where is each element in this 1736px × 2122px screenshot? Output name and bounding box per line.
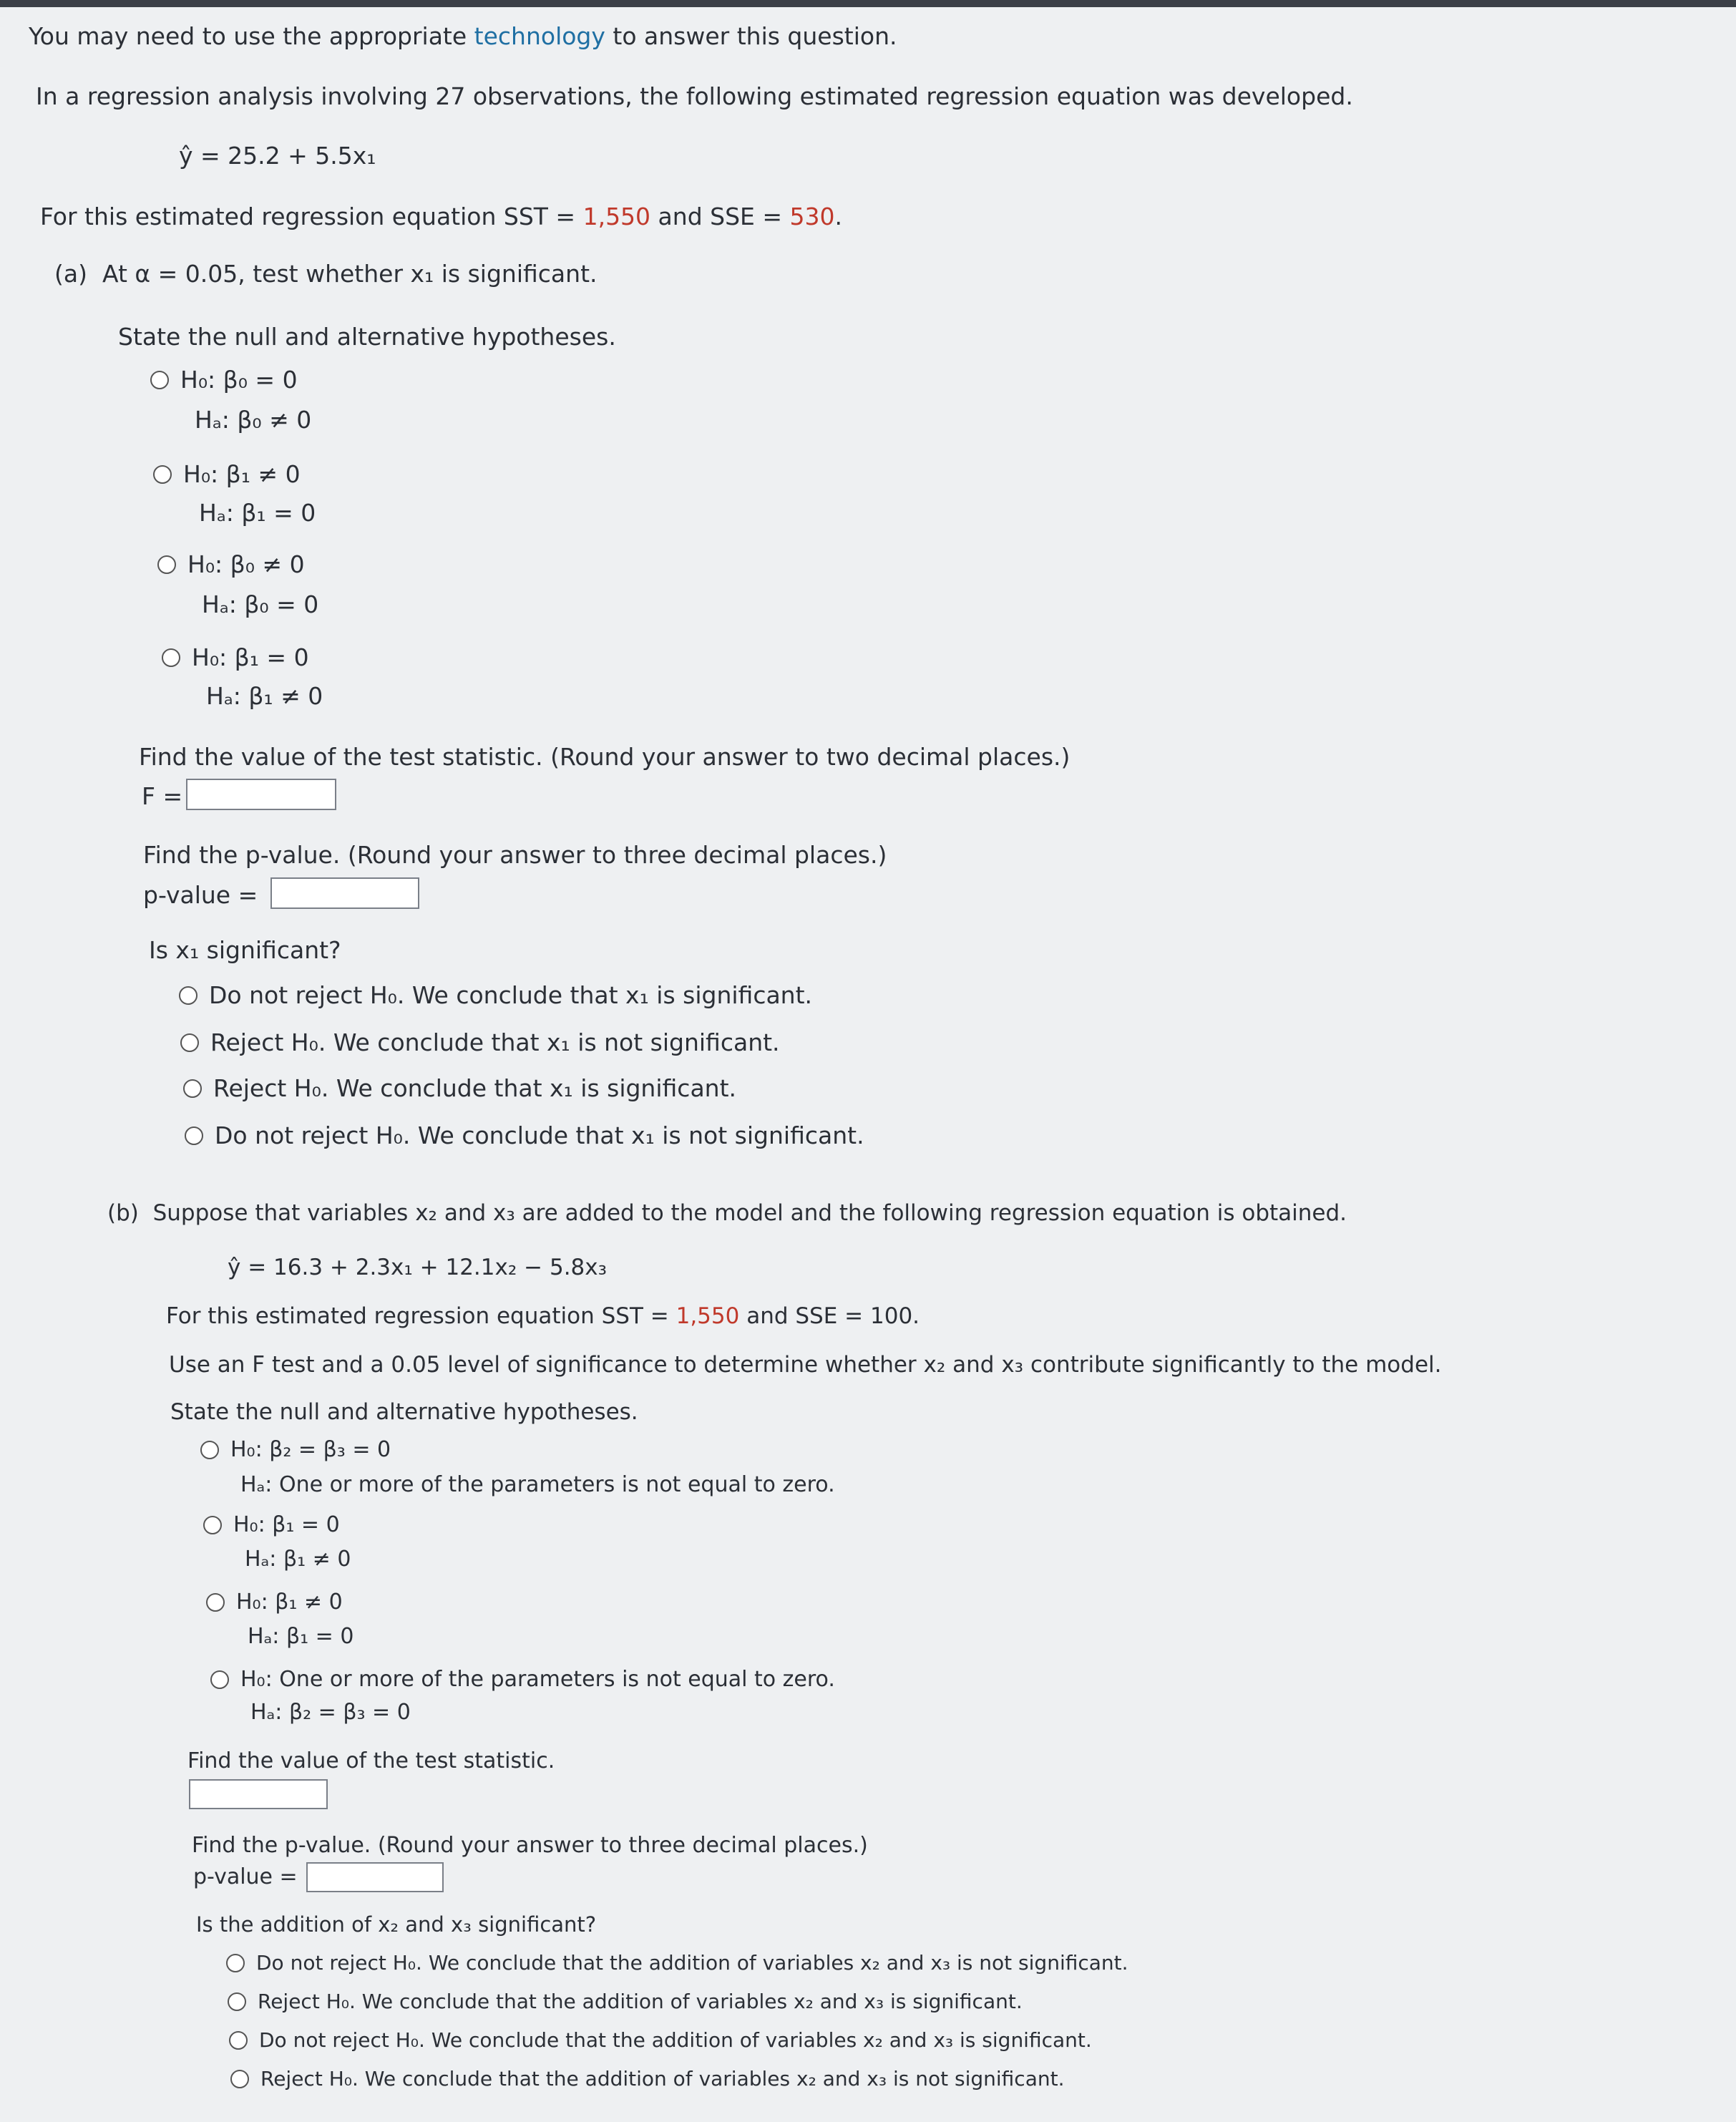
a-sig-option-3[interactable] <box>183 1072 736 1105</box>
radio-button[interactable] <box>228 1992 246 2011</box>
radio-button[interactable] <box>203 1516 222 1534</box>
a-hyp-4-ha: Hₐ: β₁ ≠ 0 <box>206 682 323 710</box>
sse-end: . <box>834 203 843 230</box>
radio-button[interactable] <box>210 1670 229 1689</box>
radio-button[interactable] <box>150 371 169 389</box>
radio-button[interactable] <box>185 1126 203 1145</box>
intro-text: In a regression analysis involving 27 observations, the following estimated regression equation was developed. <box>36 82 1353 110</box>
a-sig-option-1[interactable] <box>179 979 812 1012</box>
b-hyp-4-ha: Hₐ: β₂ = β₃ = 0 <box>250 1700 411 1725</box>
part-a-label: (a) <box>54 260 87 288</box>
radio-button[interactable] <box>200 1441 219 1459</box>
technology-note-text: You may need to use the appropriate <box>29 22 474 50</box>
part-b-prompt <box>107 1197 1347 1230</box>
b-sig-3-label: Do not reject H₀. We conclude that the addition of variables x₂ and x₃ is significant. <box>259 2028 1092 2052</box>
b-hyp-3-h0: H₀: β₁ ≠ 0 <box>236 1590 343 1615</box>
a-hyp-4-h0: H₀: β₁ = 0 <box>192 643 309 671</box>
radio-button[interactable] <box>206 1593 225 1612</box>
a-hyp-3-h0: H₀: β₀ ≠ 0 <box>187 550 305 578</box>
part-b-label: (b) <box>107 1200 139 1226</box>
b-hyp-option-3[interactable] <box>206 1586 343 1619</box>
b-hyp-2-h0: H₀: β₁ = 0 <box>233 1512 340 1537</box>
a-p-prompt: Find the p-value. (Round your answer to three decimal places.) <box>143 841 887 869</box>
b-sig-4-label: Reject H₀. We conclude that the addition of variables x₂ and x₃ is not significant. <box>260 2067 1065 2091</box>
b-hyp-prompt: State the null and alternative hypotheses. <box>170 1399 638 1425</box>
part-b-question: Suppose that variables x₂ and x₃ are added to the model and the following regression equation is obtained. <box>152 1200 1347 1226</box>
equation-1: ŷ = 25.2 + 5.5x₁ <box>179 142 376 170</box>
b-ftest-prompt: Use an F test and a 0.05 level of significance to determine whether x₂ and x₃ contribute significantly to the model. <box>169 1352 1442 1378</box>
a-hyp-option-4[interactable] <box>162 641 309 674</box>
sse-value: 530 <box>789 203 835 230</box>
b-sig-prompt: Is the addition of x₂ and x₃ significant? <box>196 1912 597 1937</box>
a-sig-3-label: Reject H₀. We conclude that x₁ is significant. <box>213 1074 737 1102</box>
a-p-label: p-value = <box>143 881 258 909</box>
b-hyp-2-ha: Hₐ: β₁ ≠ 0 <box>245 1547 351 1572</box>
b-test-stat-prompt: Find the value of the test statistic. <box>187 1748 555 1773</box>
b-p-label: p-value = <box>193 1864 298 1889</box>
radio-button[interactable] <box>226 1954 245 1972</box>
radio-button[interactable] <box>229 2031 248 2050</box>
part-a-hyp-prompt: State the null and alternative hypotheses. <box>118 323 616 351</box>
a-test-stat-prompt: Find the value of the test statistic. (Round your answer to two decimal places.) <box>139 743 1071 771</box>
b-sig-option-2[interactable] <box>228 1985 1023 2018</box>
technology-link[interactable]: technology <box>474 22 605 50</box>
technology-note-suffix: to answer this question. <box>605 22 897 50</box>
b-hyp-option-4[interactable] <box>210 1663 835 1696</box>
b-hyp-1-h0: H₀: β₂ = β₃ = 0 <box>230 1437 391 1462</box>
radio-button[interactable] <box>179 986 198 1005</box>
b-p-input[interactable] <box>306 1862 444 1892</box>
b-sst-value: 1,550 <box>676 1303 740 1329</box>
sse-label: and SSE = <box>650 203 790 230</box>
b-hyp-3-ha: Hₐ: β₁ = 0 <box>248 1624 354 1649</box>
browser-top-edge <box>0 0 1736 7</box>
b-sig-option-1[interactable] <box>226 1947 1128 1980</box>
a-sig-option-2[interactable] <box>180 1026 780 1059</box>
a-hyp-1-h0: H₀: β₀ = 0 <box>180 366 298 394</box>
b-sst-sse-line <box>166 1300 920 1333</box>
a-p-input[interactable] <box>270 877 419 909</box>
b-test-stat-input[interactable] <box>189 1779 328 1809</box>
a-hyp-1-ha: Hₐ: β₀ ≠ 0 <box>195 406 312 434</box>
b-hyp-1-ha: Hₐ: One or more of the parameters is not equal to zero. <box>240 1472 835 1497</box>
a-hyp-3-ha: Hₐ: β₀ = 0 <box>202 590 319 618</box>
radio-button[interactable] <box>153 465 172 484</box>
sst-prefix: For this estimated regression equation SST = <box>40 203 583 230</box>
b-sig-option-4[interactable] <box>230 2063 1065 2096</box>
a-hyp-option-2[interactable] <box>153 458 301 491</box>
a-hyp-option-3[interactable] <box>157 548 305 581</box>
radio-button[interactable] <box>157 555 176 574</box>
b-hyp-option-2[interactable] <box>203 1509 340 1542</box>
b-sig-1-label: Do not reject H₀. We conclude that the addition of variables x₂ and x₃ is not significant. <box>256 1951 1128 1975</box>
equation-2: ŷ = 16.3 + 2.3x₁ + 12.1x₂ − 5.8x₃ <box>228 1255 608 1280</box>
a-sig-2-label: Reject H₀. We conclude that x₁ is not significant. <box>210 1028 780 1056</box>
a-f-input[interactable] <box>186 779 336 810</box>
b-sst-prefix: For this estimated regression equation SST = <box>166 1303 676 1329</box>
b-hyp-option-1[interactable] <box>200 1434 391 1466</box>
a-sig-prompt: Is x₁ significant? <box>149 936 341 964</box>
radio-button[interactable] <box>162 648 180 667</box>
a-sig-4-label: Do not reject H₀. We conclude that x₁ is not significant. <box>215 1121 864 1149</box>
sst-value: 1,550 <box>582 203 651 230</box>
b-p-prompt: Find the p-value. (Round your answer to three decimal places.) <box>192 1833 868 1858</box>
a-f-label: F = <box>142 782 183 810</box>
radio-button[interactable] <box>180 1033 199 1052</box>
part-a-question: At α = 0.05, test whether x₁ is significant. <box>102 260 598 288</box>
a-sig-1-label: Do not reject H₀. We conclude that x₁ is significant. <box>209 981 813 1009</box>
b-sse-text: and SSE = 100. <box>739 1303 920 1329</box>
b-hyp-4-h0: H₀: One or more of the parameters is not equal to zero. <box>240 1667 835 1692</box>
a-hyp-option-1[interactable] <box>150 364 298 396</box>
radio-button[interactable] <box>230 2070 249 2088</box>
sst-sse-line <box>40 200 842 233</box>
a-sig-option-4[interactable] <box>185 1119 864 1152</box>
part-a-prompt <box>54 258 598 291</box>
technology-note <box>29 20 897 53</box>
a-hyp-2-ha: Hₐ: β₁ = 0 <box>199 499 316 527</box>
radio-button[interactable] <box>183 1079 202 1098</box>
a-hyp-2-h0: H₀: β₁ ≠ 0 <box>183 460 301 488</box>
b-sig-2-label: Reject H₀. We conclude that the addition of variables x₂ and x₃ is significant. <box>258 1990 1023 2013</box>
b-sig-option-3[interactable] <box>229 2024 1092 2057</box>
